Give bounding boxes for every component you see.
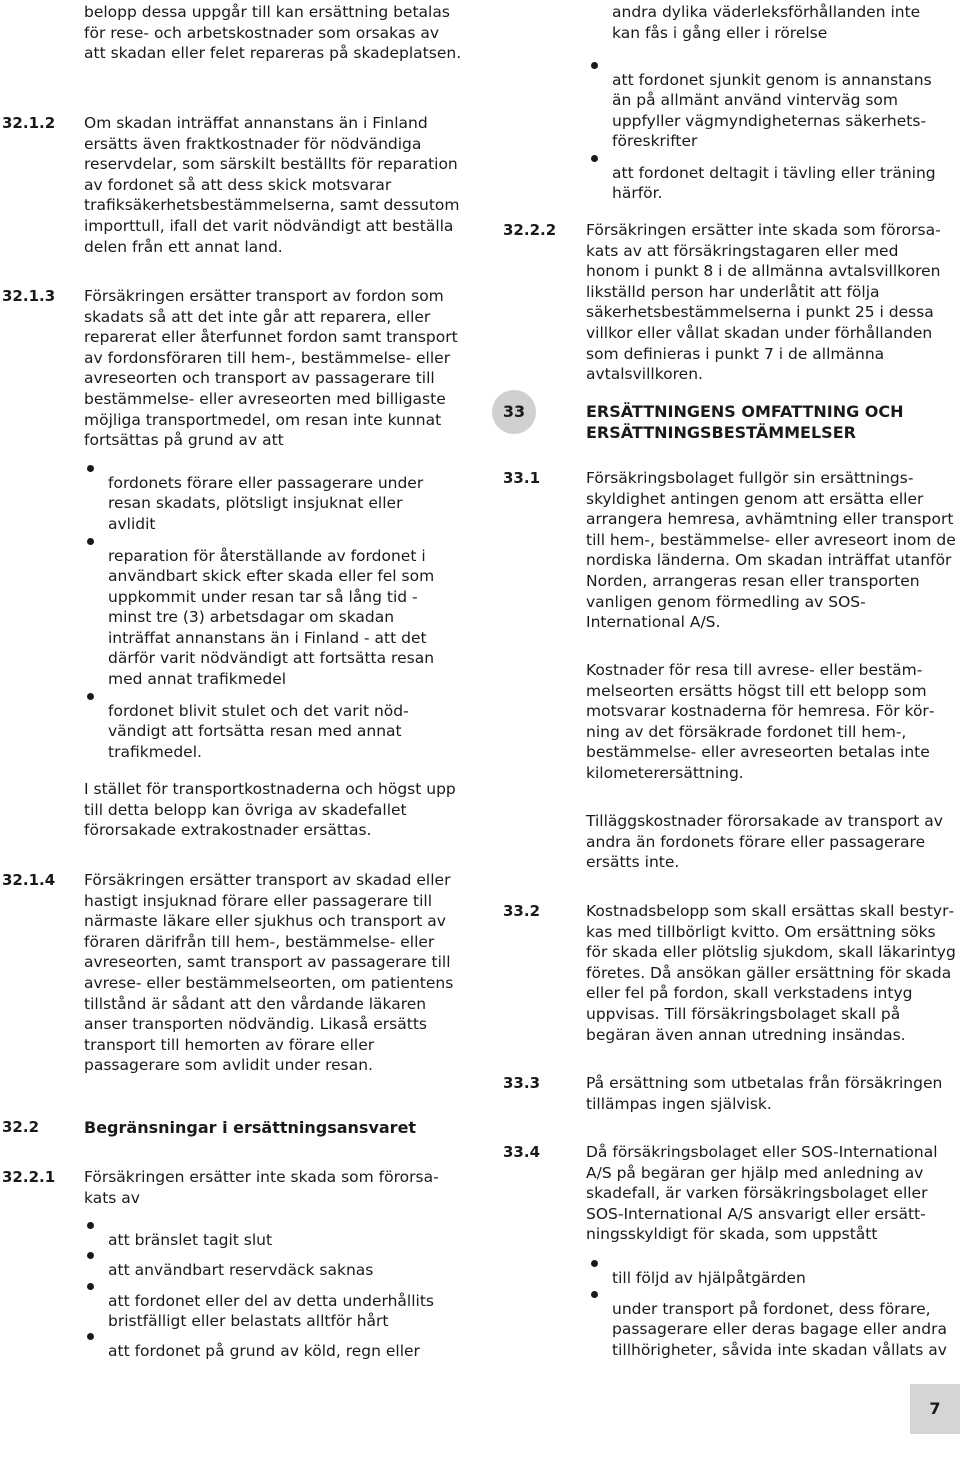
list-item: att fordonet på grund av köld, regn eller [108,1341,420,1360]
section-number: 33.2 [503,902,541,920]
bullet-icon [591,155,598,162]
section-number: 33.1 [503,469,541,487]
section-text: Försäkringen ersätter inte skada som förorsakats av att försäkringstagaren eller med honom i punkt 8 i de allmänna avtalsvillkoren likställd person har underlåtit att följa säkerhetsbestämmelserna i punkt 25 i dessa villkor eller vållat skadan under förhållanden som definieras i punkt 7 i de allmänna avtalsvillkoren. [586,221,941,384]
section-text: Då försäkringsbolaget eller SOS-International A/S på begäran ger hjälp med anledning av skadefall, är varken försäkringsbolaget eller SOS-International A/S ansvarigt eller ersättningsskyldigt för skada, som uppstått [586,1143,938,1244]
list-item: att fordonet eller del av detta underhållits bristfälligt eller belastats alltför hårt [108,1291,434,1331]
section-number: 32.2 [2,1118,40,1136]
section-text: Om skadan inträffat annanstans än i Finland ersätts även fraktkostnader för nödvändiga reservdelar, som särskilt beställts för reparation av fordonet så att dess skick motsvarar trafiksäkerhetsbestämmelserna, samt dessutom importtull, ifall det varit nödvändigt att beställa delen från ett annat land. [84,114,460,256]
section-text: Försäkringen ersätter transport av fordon som skadats så att det inte går att reparera, eller reparerat eller återfunnet fordon samt transport av fordonsföraren till hem-, bestämmelse- eller avreseorten och transport av passagerare till bestämmelse- eller avreseorten med billigaste möjliga transportmedel, om resan inte kunnat fortsättas på grund av att [84,287,458,450]
bullet-icon [591,1291,598,1298]
bullet-icon [87,1283,94,1290]
bullet-icon [591,62,598,69]
section-text: I stället för transportkostnaderna och högst upp till detta belopp kan övriga av skadefallet förorsakade extrakostnader ersättas. [84,780,456,840]
section-text: Tilläggskostnader förorsakade av transport av andra än fordonets förare eller passagerare ersätts inte. [586,812,943,872]
list-item: att fordonet sjunkit genom is annanstans än på allmänt använd vinterväg som uppfyller vägmyndigheternas säkerhetsföreskrifter [612,70,932,151]
intro-paragraph: belopp dessa uppgår till kan ersättning betalas för rese- och arbetskostnader som orsakas av att skadan eller felet repareras på skadeplatsen. [84,3,462,63]
section-text: Försäkringen ersätter inte skada som förorsakats av [84,1168,439,1207]
list-item: att användbart reservdäck saknas [108,1260,374,1279]
list-item: till följd av hjälpåtgärden [612,1268,806,1287]
list-item: att bränslet tagit slut [108,1230,273,1249]
bullet-icon [87,1222,94,1229]
section-text: Försäkringsbolaget fullgör sin ersättningsskyldighet antingen genom att ersätta eller arrangera hemresa, avhämtning eller transport till hem-, bestämmelse- eller avreseort inom de nordiska länderna. Om skadan inträffat utanför Norden, arrangeras resan eller transporten vanligen genom förmedling av SOS-International A/S. [586,469,956,632]
section-number: 32.2.1 [2,1168,56,1186]
section-number: 32.2.2 [503,221,557,239]
list-item: fordonet blivit stulet och det varit nödvändigt att fortsätta resan med annat trafikmedel. [108,701,409,761]
bullet-icon [87,693,94,700]
bullet-icon [87,1252,94,1259]
section-number: 32.1.4 [2,871,56,889]
continued-text: andra dylika väderleksförhållanden inte kan fås i gång eller i rörelse [612,3,921,42]
bullet-icon [87,465,94,472]
section-number: 32.1.3 [2,287,56,305]
list-item: fordonets förare eller passagerare under resan skadats, plötsligt insjuknat eller avlidit [108,473,424,533]
bullet-icon [87,538,94,545]
page-number: 7 [910,1384,960,1434]
section-number: 33.4 [503,1143,541,1161]
section-heading: Begränsningar i ersättningsansvaret [84,1118,417,1137]
bullet-icon [591,1260,598,1267]
section-number: 32.1.2 [2,114,56,132]
list-item: reparation för återställande av fordonet i användbart skick efter skada eller fel som uppkommit under resan tar så lång tid - minst tre (3) arbetsdagar om skadan inträffat annanstans än i Finland - att det därför varit nödvändigt att fortsätta resan med annat trafikmedel [108,546,435,689]
section-text: Kostnadsbelopp som skall ersättas skall bestyrkas med tillbörligt kvitto. Om ersättning söks för skada eller plötslig sjukdom, skall läkarintyg företes. Då ansökan gäller ersättning för skada eller fel på fordon, skall verkstadens intyg uppvisas. Till försäkringsbolaget skall på begäran även annan utredning insändas. [586,902,956,1044]
section-text: Försäkringen ersätter transport av skadad eller hastigt insjuknad förare eller passagerare till närmaste läkare eller sjukhus och transport av föraren därifrån till hem-, bestämmelse- eller avreseorten, samt transport av passagerare till avrese- eller bestämmelseorten, om patientens tillstånd är sådant att den vårdande läkaren anser transporten nödvändig. Likaså ersätts transport till hemorten av förare eller passagerare som avlidit under resan. [84,871,454,1075]
list-item: under transport på fordonet, dess förare, passagerare eller deras bagage eller andra tillhörigheter, såvida inte skadan vållats av [612,1299,947,1359]
section-text: Kostnader för resa till avrese- eller bestämmelseorten ersätts högst till ett belopp som motsvarar kostnaderna för hemresa. För körning av det försäkrade fordonet till hem-, bestämmelse- eller avreseorten betalas inte kilometerersättning. [586,661,935,782]
chapter-heading: ERSÄTTNINGENS OMFATTNING OCH ERSÄTTNINGSBESTÄMMELSER [586,402,904,442]
section-number: 33.3 [503,1074,541,1092]
section-text: På ersättning som utbetalas från försäkringen tillämpas ingen självisk. [586,1074,943,1113]
chapter-number-badge: 33 [492,390,536,434]
list-item: att fordonet deltagit i tävling eller träning härför. [612,163,936,203]
bullet-icon [87,1333,94,1340]
